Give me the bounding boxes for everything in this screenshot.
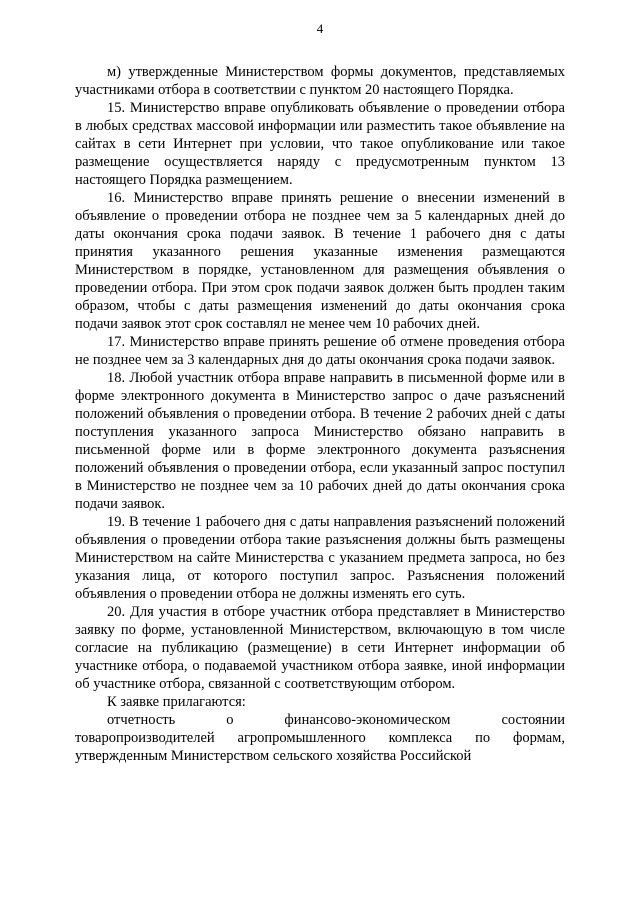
paragraph-15: 15. Министерство вправе опубликовать объявление о проведении отбора в любых средствах массовой информации или разместить такое объявление на сайтах в сети Интернет при условии, что такое опубликование или такое размещение осуществляется наряду с предусмотренным пунктом 13 настоящего Порядка размещением. — [75, 100, 565, 188]
paragraph-m: м) утвержденные Министерством формы документов, представляемых участниками отбора в соответствии с пунктом 20 настоящего Порядка. — [75, 64, 565, 98]
page-number: 4 — [316, 21, 324, 36]
paragraph-19: 19. В течение 1 рабочего дня с даты направления разъяснений положений объявления о проведении отбора такие разъяснения должны быть размещены Министерством на сайте Министерства с указанием предмета запроса, но без указания лица, от которого поступил запрос. Разъяснения положений объявления о проведении отбора не должны изменять его суть. — [75, 514, 565, 602]
paragraph-17: 17. Министерство вправе принять решение об отмене проведения отбора не позднее чем за 3 календарных дня до даты окончания срока подачи заявок. — [75, 334, 565, 368]
paragraph-attachments-reporting: отчетность о финансово-экономическом состоянии товаропроизводителей агропромышленного комплекса по формам, утвержденным Министерством сельского хозяйства Российской — [75, 712, 565, 764]
paragraph-16: 16. Министерство вправе принять решение о внесении изменений в объявление о проведении отбора не позднее чем за 5 календарных дней до даты окончания срока подачи заявок. В течение 1 рабочего дня с даты принятия указанного решения указанные изменения размещаются Министерством в порядке, установленном для размещения объявления о проведении отбора. При этом срок подачи заявок должен быть продлен таким образом, чтобы с даты размещения изменений до даты окончания срока подачи заявок этот срок составлял не менее чем 10 рабочих дней. — [75, 190, 565, 332]
paragraph-18: 18. Любой участник отбора вправе направить в письменной форме или в форме электронного документа в Министерство запрос о даче разъяснений положений объявления о проведении отбора. В течение 2 рабочих дней с даты поступления указанного запроса Министерство обязано направить в письменной форме или в форме электронного документа разъяснения положений объявления о проведении отбора, если указанный запрос поступил в Министерство не позднее чем за 10 рабочих дней до даты окончания срока подачи заявок. — [75, 370, 565, 512]
document-body — [75, 63, 565, 765]
paragraph-attachments-heading: К заявке прилагаются: — [107, 694, 246, 710]
paragraph-20: 20. Для участия в отборе участник отбора представляет в Министерство заявку по форме, установленной Министерством, включающую в том числе согласие на публикацию (размещение) в сети Интернет информации об участнике отбора, о подаваемой участником отбора заявке, иной информации об участнике отбора, связанной с соответствующим отбором. — [75, 604, 565, 692]
